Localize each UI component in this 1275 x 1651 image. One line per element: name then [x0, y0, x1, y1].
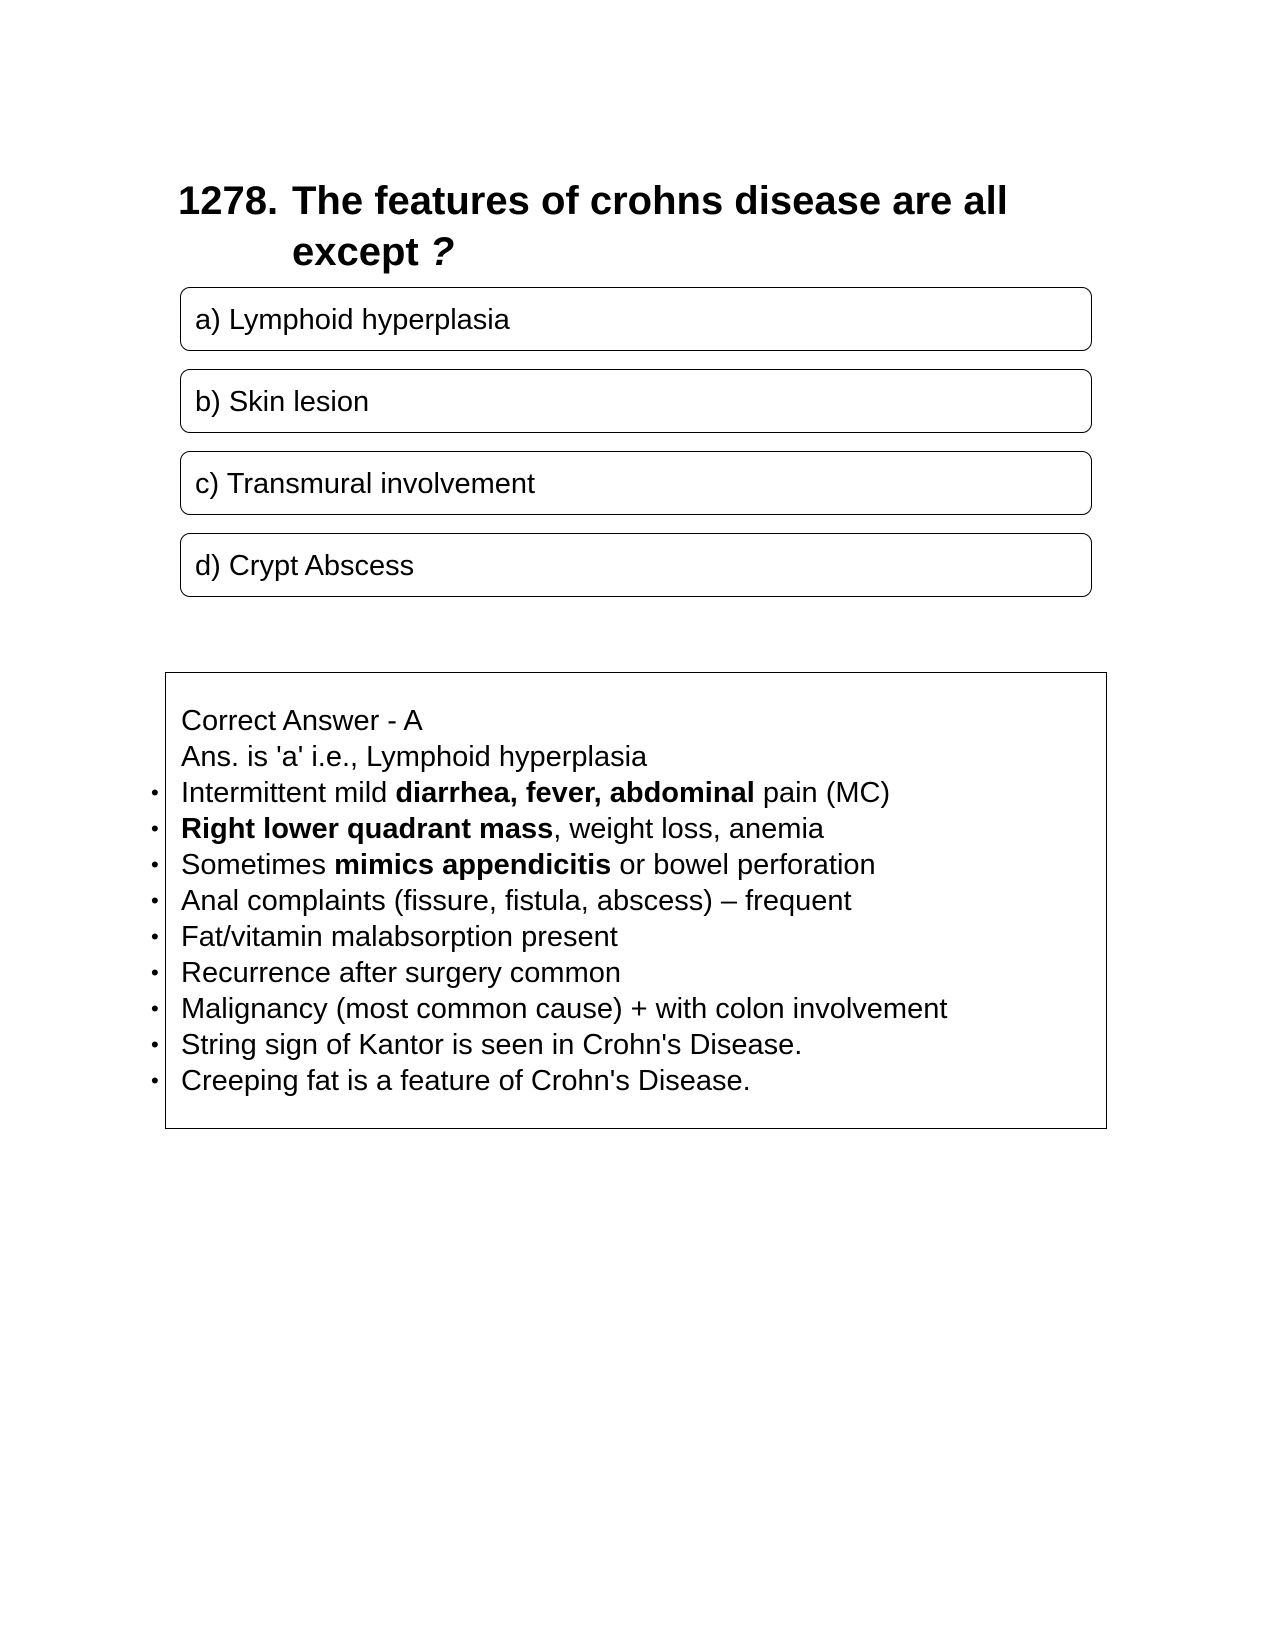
bullet-text: Malignancy (most common cause) + with colon involvement	[181, 993, 948, 1025]
bullet-text: Creeping fat is a feature of Crohn's Disease.	[181, 1065, 751, 1097]
bullet-icon: •	[151, 960, 159, 985]
answer-bullet-item	[151, 1063, 947, 1099]
bullet-text: or bowel perforation	[611, 849, 876, 881]
bullet-text-bold: diarrhea, fever, abdominal	[395, 777, 755, 809]
bullet-icon: •	[151, 1032, 159, 1057]
question-mark: ?	[429, 230, 455, 274]
bullet-icon: •	[151, 888, 159, 913]
answer-bullet-item	[151, 955, 947, 991]
bullet-text-bold: Right lower quadrant mass	[181, 813, 554, 845]
bullet-icon: •	[151, 924, 159, 949]
answer-bullet-item	[151, 919, 947, 955]
bullet-text: Sometimes	[181, 849, 335, 881]
bullet-icon: •	[151, 780, 159, 805]
answer-bullet-item	[151, 1027, 947, 1063]
bullet-text: String sign of Kantor is seen in Crohn's Disease.	[181, 1029, 803, 1061]
bullet-text-bold: mimics appendicitis	[334, 849, 612, 881]
answer-explanation: Ans. is 'a' i.e., Lymphoid hyperplasia	[181, 741, 648, 773]
bullet-icon: •	[151, 996, 159, 1021]
answer-bullet-item	[151, 775, 947, 811]
question-text: The features of crohns disease are all except	[292, 179, 1008, 274]
answer-bullet-item	[151, 991, 948, 1027]
question-number: 1278.	[178, 179, 279, 223]
correct-answer: Correct Answer - A	[181, 705, 423, 737]
question-text-block	[292, 176, 1072, 278]
bullet-text: pain (MC)	[754, 777, 891, 809]
bullet-text: Anal complaints (fissure, fistula, abscess) – frequent	[181, 885, 852, 917]
answer-content	[151, 703, 948, 1099]
answer-bullet-item	[151, 847, 947, 883]
option-a[interactable]: a) Lymphoid hyperplasia	[180, 287, 1092, 351]
answer-bullet-item	[151, 811, 947, 847]
option-c[interactable]: c) Transmural involvement	[180, 451, 1092, 515]
bullet-text: Intermittent mild	[181, 777, 396, 809]
bullet-text: Recurrence after surgery common	[181, 957, 621, 989]
bullet-icon: •	[151, 816, 159, 841]
answer-bullet-item	[151, 883, 947, 919]
bullet-icon: •	[151, 1068, 159, 1093]
bullet-text: Fat/vitamin malabsorption present	[181, 921, 618, 953]
option-d[interactable]: d) Crypt Abscess	[180, 533, 1092, 597]
bullet-icon: •	[151, 852, 159, 877]
option-b[interactable]: b) Skin lesion	[180, 369, 1092, 433]
bullet-text: , weight loss, anemia	[553, 813, 825, 845]
